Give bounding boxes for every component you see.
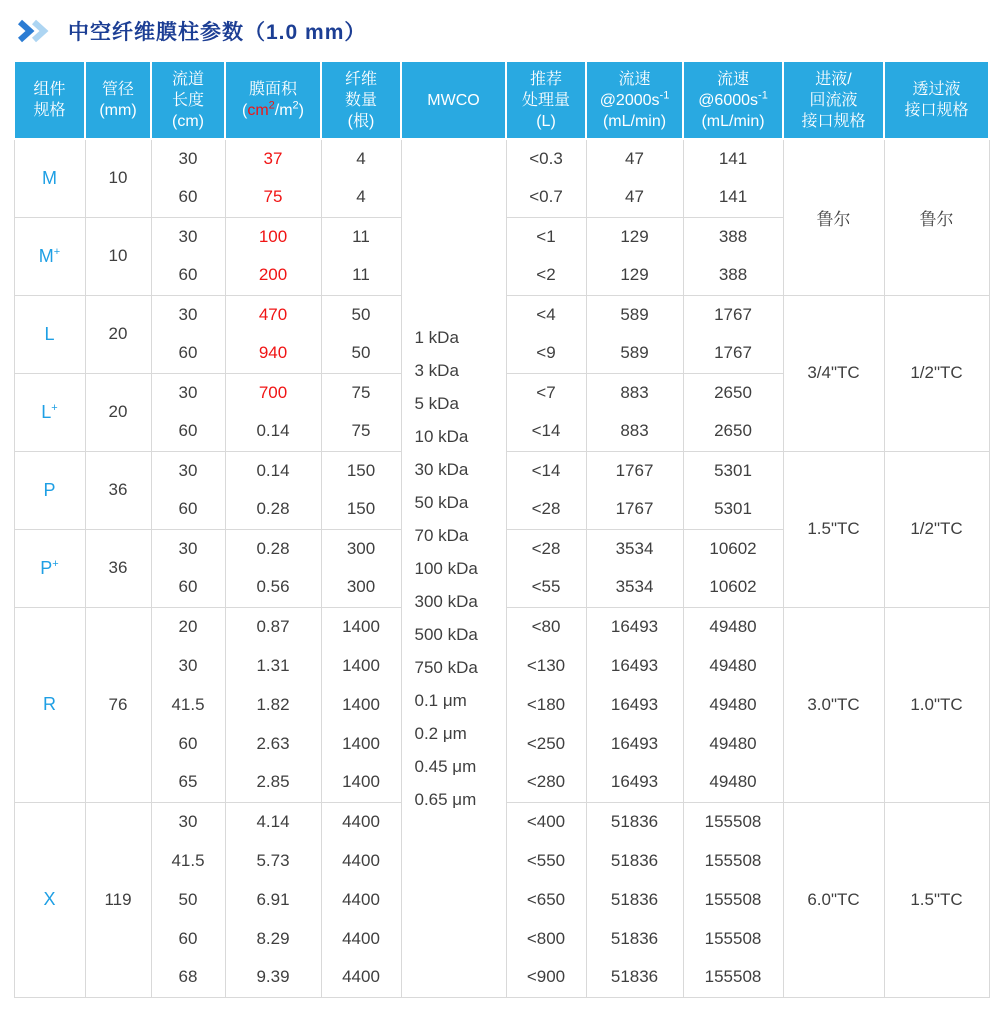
- mwco-item: 10 kDa: [414, 426, 469, 446]
- cell-flow-2000: 883: [586, 373, 683, 412]
- cell-fiber-count: 4: [321, 139, 401, 178]
- cell-flow-2000: 16493: [586, 646, 683, 685]
- cell-inlet-interface: 3.0"TC: [783, 607, 884, 802]
- cell-flow-2000: 589: [586, 295, 683, 334]
- cell-model: P+: [14, 529, 85, 607]
- cell-recommended-volume: <900: [506, 958, 586, 997]
- cell-flow-2000: 589: [586, 334, 683, 373]
- cell-flow-6000: 155508: [683, 841, 783, 880]
- membrane-column-parameters-table: [13, 60, 990, 998]
- cell-fiber-count: 150: [321, 490, 401, 529]
- mwco-item: 750 kDa: [414, 657, 478, 677]
- column-header-permeate-interface: [884, 61, 989, 139]
- cell-flow-6000: 141: [683, 139, 783, 178]
- header-line: 膜面积: [248, 81, 297, 98]
- cell-fiber-count: 4400: [321, 841, 401, 880]
- cell-membrane-area: 0.28: [225, 490, 321, 529]
- column-header-recommended-volume: [506, 61, 586, 139]
- header-line: 进液/: [815, 70, 852, 88]
- header-line: 规格: [33, 102, 66, 119]
- cell-flow-2000: 16493: [586, 607, 683, 646]
- cell-membrane-area: 200: [225, 256, 321, 295]
- cell-recommended-volume: <9: [506, 334, 586, 373]
- cell-recommended-volume: <130: [506, 646, 586, 685]
- header-line: 流道: [171, 70, 204, 88]
- cell-recommended-volume: <650: [506, 880, 586, 919]
- cell-fiber-count: 1400: [321, 607, 401, 646]
- cell-fiber-count: 1400: [321, 763, 401, 802]
- cell-membrane-area: 5.73: [225, 841, 321, 880]
- cell-fiber-count: 4400: [321, 958, 401, 997]
- cell-fiber-count: 150: [321, 451, 401, 490]
- header-line: (根): [347, 112, 375, 130]
- column-header-inlet-interface: [783, 61, 884, 139]
- cell-fiber-count: 4400: [321, 802, 401, 841]
- cell-membrane-area: 0.14: [225, 451, 321, 490]
- page-title: 中空纤维膜柱参数（1.0 mm）: [68, 21, 367, 44]
- mwco-item: 1 kDa: [414, 327, 459, 347]
- cell-recommended-volume: <400: [506, 802, 586, 841]
- column-header-flow-rate-2000: [586, 61, 683, 139]
- cell-recommended-volume: <550: [506, 841, 586, 880]
- mwco-item: 30 kDa: [414, 459, 469, 479]
- cell-model: X: [14, 802, 85, 997]
- mwco-item: 5 kDa: [414, 393, 459, 413]
- cell-flow-2000: 1767: [586, 490, 683, 529]
- cell-model: M+: [14, 217, 85, 295]
- cell-diameter: 36: [85, 529, 151, 607]
- cell-flow-2000: 47: [586, 139, 683, 178]
- cell-flow-2000: 51836: [586, 802, 683, 841]
- header-line: MWCO: [427, 91, 480, 109]
- cell-fiber-count: 4400: [321, 919, 401, 958]
- cell-channel-length: 30: [151, 139, 225, 178]
- cell-membrane-area: 0.28: [225, 529, 321, 568]
- cell-flow-6000: 155508: [683, 919, 783, 958]
- cell-recommended-volume: <250: [506, 724, 586, 763]
- header-line: 组件: [33, 81, 66, 98]
- cell-fiber-count: 300: [321, 529, 401, 568]
- cell-flow-6000: 155508: [683, 880, 783, 919]
- cell-channel-length: 65: [151, 763, 225, 802]
- cell-diameter: 76: [85, 607, 151, 802]
- cell-membrane-area: 75: [225, 178, 321, 217]
- cell-diameter: 10: [85, 217, 151, 295]
- cell-membrane-area: 1.31: [225, 646, 321, 685]
- cell-model: P: [14, 451, 85, 529]
- cell-permeate-interface: 1.0"TC: [884, 607, 989, 802]
- cell-flow-2000: 129: [586, 256, 683, 295]
- cell-flow-6000: 49480: [683, 685, 783, 724]
- cell-fiber-count: 1400: [321, 685, 401, 724]
- cell-channel-length: 30: [151, 295, 225, 334]
- cell-channel-length: 50: [151, 880, 225, 919]
- cell-recommended-volume: <0.3: [506, 139, 586, 178]
- cell-flow-6000: 2650: [683, 373, 783, 412]
- cell-channel-length: 60: [151, 724, 225, 763]
- cell-flow-2000: 129: [586, 217, 683, 256]
- cell-channel-length: 30: [151, 451, 225, 490]
- cell-flow-6000: 155508: [683, 958, 783, 997]
- cell-channel-length: 60: [151, 919, 225, 958]
- cell-fiber-count: 75: [321, 373, 401, 412]
- header-line: 数量: [344, 91, 377, 109]
- cell-recommended-volume: <14: [506, 451, 586, 490]
- cell-membrane-area: 700: [225, 373, 321, 412]
- cell-flow-6000: 49480: [683, 607, 783, 646]
- cell-fiber-count: 1400: [321, 646, 401, 685]
- cell-recommended-volume: <80: [506, 607, 586, 646]
- cell-channel-length: 30: [151, 646, 225, 685]
- column-header-fiber-count: [321, 61, 401, 139]
- cell-model: L+: [14, 373, 85, 451]
- mwco-item: 0.1 μm: [414, 690, 467, 710]
- header-line: 管径: [101, 81, 134, 98]
- column-header-channel-length: [151, 61, 225, 139]
- column-header-membrane-area: [225, 61, 321, 139]
- cell-flow-2000: 51836: [586, 841, 683, 880]
- cell-permeate-interface: 1/2"TC: [884, 295, 989, 451]
- header-line: (mL/min): [701, 112, 765, 130]
- header-line: 流速: [618, 70, 651, 88]
- header-line: (mm): [99, 102, 137, 119]
- cell-inlet-interface: 鲁尔: [783, 139, 884, 295]
- header-line: 纤维: [344, 70, 377, 88]
- cell-inlet-interface: 6.0"TC: [783, 802, 884, 997]
- cell-flow-2000: 3534: [586, 529, 683, 568]
- cell-recommended-volume: <7: [506, 373, 586, 412]
- cell-fiber-count: 4: [321, 178, 401, 217]
- cell-flow-2000: 51836: [586, 880, 683, 919]
- cell-membrane-area: 0.14: [225, 412, 321, 451]
- cell-membrane-area: 8.29: [225, 919, 321, 958]
- double-chevron-right-icon: [16, 19, 52, 43]
- cell-channel-length: 60: [151, 490, 225, 529]
- cell-membrane-area: 4.14: [225, 802, 321, 841]
- cell-flow-2000: 47: [586, 178, 683, 217]
- cell-diameter: 119: [85, 802, 151, 997]
- cell-flow-6000: 388: [683, 256, 783, 295]
- cell-recommended-volume: <800: [506, 919, 586, 958]
- table-header-row: [14, 61, 989, 139]
- cell-flow-2000: 1767: [586, 451, 683, 490]
- mwco-item: 3 kDa: [414, 360, 459, 380]
- cell-fiber-count: 4400: [321, 880, 401, 919]
- cell-flow-6000: 1767: [683, 295, 783, 334]
- cell-flow-6000: 1767: [683, 334, 783, 373]
- mwco-item: 100 kDa: [414, 558, 478, 578]
- cell-fiber-count: 50: [321, 295, 401, 334]
- cell-permeate-interface: 鲁尔: [884, 139, 989, 295]
- header-line: (mL/min): [602, 112, 667, 130]
- header-line: 处理量: [521, 91, 570, 109]
- cell-flow-6000: 49480: [683, 646, 783, 685]
- cell-flow-6000: 5301: [683, 451, 783, 490]
- cell-recommended-volume: <28: [506, 490, 586, 529]
- cell-recommended-volume: <0.7: [506, 178, 586, 217]
- cell-flow-6000: 49480: [683, 724, 783, 763]
- cell-flow-2000: 16493: [586, 763, 683, 802]
- header-line: 接口规格: [904, 102, 969, 119]
- cell-flow-2000: 3534: [586, 568, 683, 607]
- cell-membrane-area: 2.63: [225, 724, 321, 763]
- cell-channel-length: 41.5: [151, 841, 225, 880]
- column-header-mwco: [401, 61, 506, 139]
- header-line: 长度: [171, 91, 204, 109]
- table-row: [14, 139, 989, 178]
- cell-recommended-volume: <4: [506, 295, 586, 334]
- mwco-item: 300 kDa: [414, 591, 478, 611]
- cell-membrane-area: 2.85: [225, 763, 321, 802]
- cell-channel-length: 60: [151, 256, 225, 295]
- header-line: $@6000s^{-1}$: [698, 89, 768, 109]
- cell-channel-length: 60: [151, 334, 225, 373]
- header-line: 接口规格: [801, 112, 866, 130]
- header-line: 透过液: [912, 81, 961, 98]
- header-line: 回流液: [809, 91, 858, 109]
- cell-channel-length: 68: [151, 958, 225, 997]
- mwco-item: 0.45 μm: [414, 756, 477, 776]
- cell-model: R: [14, 607, 85, 802]
- cell-channel-length: 30: [151, 529, 225, 568]
- cell-channel-length: 60: [151, 568, 225, 607]
- cell-fiber-count: 1400: [321, 724, 401, 763]
- cell-flow-2000: 51836: [586, 958, 683, 997]
- cell-membrane-area: 37: [225, 139, 321, 178]
- column-header-tube-diameter: [85, 61, 151, 139]
- cell-flow-6000: 2650: [683, 412, 783, 451]
- cell-model: L: [14, 295, 85, 373]
- cell-channel-length: 30: [151, 802, 225, 841]
- cell-flow-2000: 16493: [586, 685, 683, 724]
- cell-flow-2000: 51836: [586, 919, 683, 958]
- cell-flow-2000: 16493: [586, 724, 683, 763]
- cell-flow-6000: 5301: [683, 490, 783, 529]
- cell-recommended-volume: <180: [506, 685, 586, 724]
- cell-membrane-area: 9.39: [225, 958, 321, 997]
- cell-membrane-area: 470: [225, 295, 321, 334]
- mwco-item: 0.65 μm: [414, 789, 477, 809]
- cell-flow-6000: 49480: [683, 763, 783, 802]
- cell-membrane-area: 0.87: [225, 607, 321, 646]
- cell-flow-6000: 141: [683, 178, 783, 217]
- column-header-flow-rate-6000: [683, 61, 783, 139]
- header-line: 推荐: [529, 70, 562, 88]
- cell-channel-length: 60: [151, 178, 225, 217]
- cell-fiber-count: 75: [321, 412, 401, 451]
- header-line: (L): [536, 112, 556, 130]
- cell-mwco-list: [401, 139, 506, 997]
- cell-flow-6000: 10602: [683, 568, 783, 607]
- cell-flow-6000: 155508: [683, 802, 783, 841]
- page-header: [0, 0, 1000, 46]
- cell-model: M: [14, 139, 85, 217]
- cell-membrane-area: 0.56: [225, 568, 321, 607]
- cell-fiber-count: 11: [321, 256, 401, 295]
- cell-flow-6000: 10602: [683, 529, 783, 568]
- header-line: $(cm^2/m^2)$: [241, 99, 304, 119]
- cell-recommended-volume: <28: [506, 529, 586, 568]
- cell-recommended-volume: <2: [506, 256, 586, 295]
- cell-recommended-volume: <55: [506, 568, 586, 607]
- cell-membrane-area: 1.82: [225, 685, 321, 724]
- cell-channel-length: 20: [151, 607, 225, 646]
- mwco-item: 50 kDa: [414, 492, 469, 512]
- mwco-item: 70 kDa: [414, 525, 469, 545]
- cell-channel-length: 30: [151, 373, 225, 412]
- cell-recommended-volume: <14: [506, 412, 586, 451]
- cell-fiber-count: 300: [321, 568, 401, 607]
- cell-recommended-volume: <280: [506, 763, 586, 802]
- cell-flow-6000: 388: [683, 217, 783, 256]
- cell-diameter: 20: [85, 295, 151, 373]
- cell-fiber-count: 50: [321, 334, 401, 373]
- cell-inlet-interface: 3/4"TC: [783, 295, 884, 451]
- cell-membrane-area: 100: [225, 217, 321, 256]
- mwco-item: 500 kDa: [414, 624, 478, 644]
- column-header-component-spec: [14, 61, 85, 139]
- cell-inlet-interface: 1.5"TC: [783, 451, 884, 607]
- cell-channel-length: 41.5: [151, 685, 225, 724]
- cell-recommended-volume: <1: [506, 217, 586, 256]
- cell-membrane-area: 6.91: [225, 880, 321, 919]
- cell-permeate-interface: 1.5"TC: [884, 802, 989, 997]
- cell-membrane-area: 940: [225, 334, 321, 373]
- header-line: 流速: [716, 70, 749, 88]
- cell-channel-length: 30: [151, 217, 225, 256]
- header-line: $@2000s^{-1}$: [599, 89, 670, 109]
- cell-diameter: 20: [85, 373, 151, 451]
- cell-channel-length: 60: [151, 412, 225, 451]
- cell-fiber-count: 11: [321, 217, 401, 256]
- cell-diameter: 10: [85, 139, 151, 217]
- cell-permeate-interface: 1/2"TC: [884, 451, 989, 607]
- cell-flow-2000: 883: [586, 412, 683, 451]
- mwco-item: 0.2 μm: [414, 723, 467, 743]
- cell-diameter: 36: [85, 451, 151, 529]
- header-line: (cm): [172, 112, 204, 130]
